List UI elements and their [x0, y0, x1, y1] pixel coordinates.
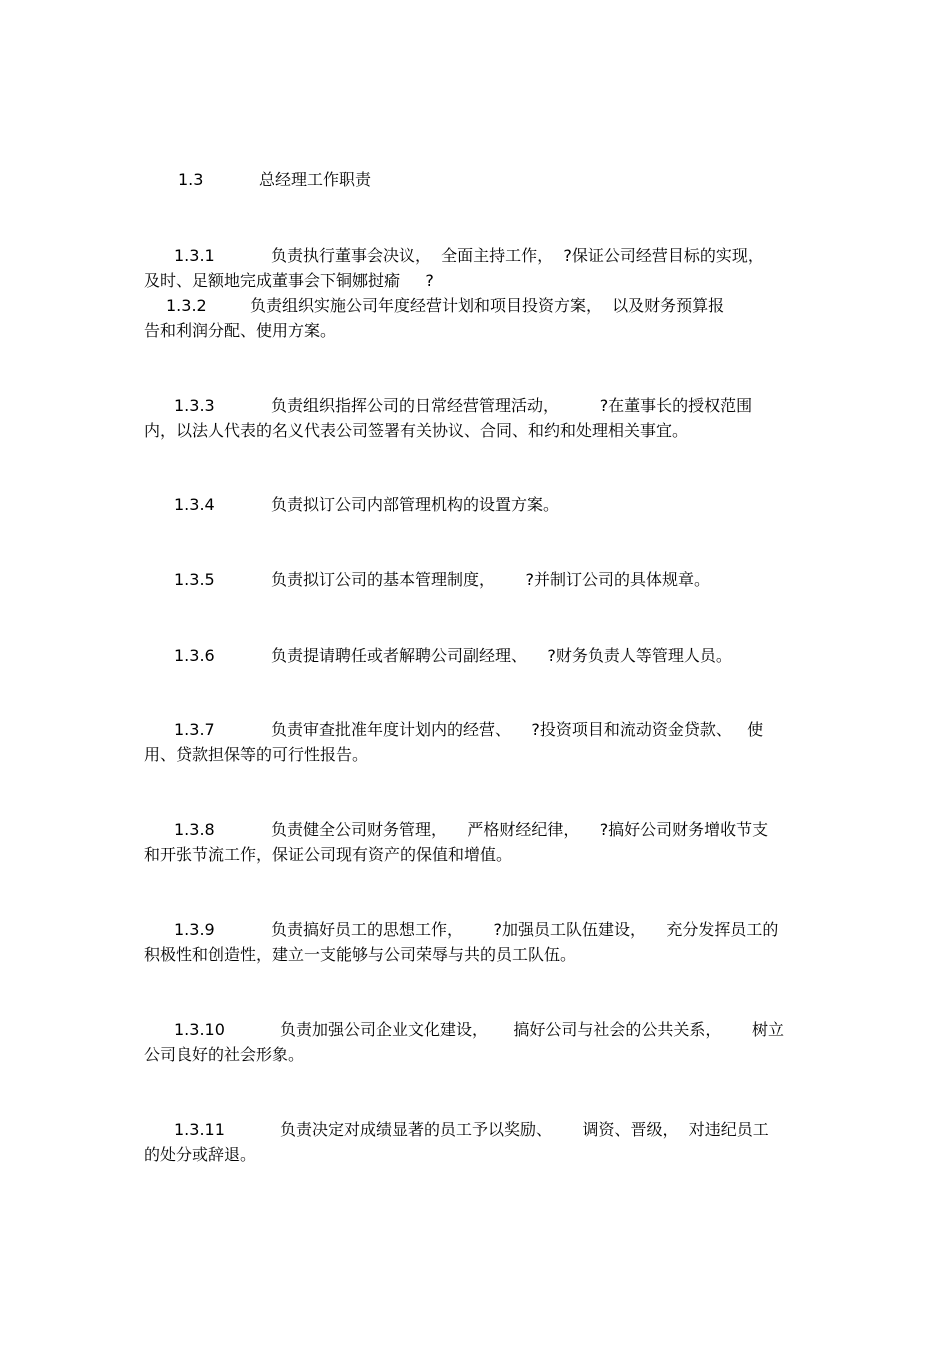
duty-item-3: [144, 393, 824, 443]
duty-number: 1.3.6: [174, 646, 215, 665]
duty-text-line1: 负责组织实施公司年度经营计划和项目投资方案， 以及财务预算报: [250, 296, 725, 315]
duty-text-line2: 告和利润分配、使用方案。: [144, 321, 337, 340]
duty-text-line2: 积极性和创造性，建立一支能够与公司荣辱与共的员工队伍。: [144, 945, 577, 964]
duty-text-line1: 负责搞好员工的思想工作， ?加强员工队伍建设， 充分发挥员工的: [271, 920, 779, 939]
duty-item-9: [144, 917, 824, 967]
duty-item-1: [144, 243, 824, 293]
duty-item-10: [144, 1017, 824, 1067]
duty-number: 1.3.9: [174, 920, 215, 939]
duty-text-line2: 和开张节流工作，保证公司现有资产的保值和增值。: [144, 845, 513, 864]
section-title: 总经理工作职责: [259, 170, 372, 189]
duty-number: 1.3.4: [174, 495, 215, 514]
duty-item-4: [144, 492, 824, 517]
duty-text-line1: 负责健全公司财务管理， 严格财经纪律， ?搞好公司财务增收节支: [271, 820, 769, 839]
duty-text-line1: 负责组织指挥公司的日常经营管理活动， ?在董事长的授权范围: [271, 396, 753, 415]
duty-number: 1.3.11: [174, 1120, 225, 1139]
duty-number: 1.3.7: [174, 720, 215, 739]
duty-text-line1: 负责执行董事会决议， 全面主持工作， ?保证公司经营目标的实现，: [271, 246, 764, 265]
duty-number: 1.3.3: [174, 396, 215, 415]
duty-text-line2: 公司良好的社会形象。: [144, 1045, 305, 1064]
duty-item-7: [144, 717, 824, 767]
duty-number: 1.3.5: [174, 570, 215, 589]
duty-item-8: [144, 817, 824, 867]
duty-text-line2: 的处分或辞退。: [144, 1145, 257, 1164]
duty-text-line1: 负责加强公司企业文化建设， 搞好公司与社会的公共关系， 树立: [280, 1020, 784, 1039]
duty-text-line1: 负责提请聘任或者解聘公司副经理、 ?财务负责人等管理人员。: [271, 646, 732, 665]
duty-text-line1: 负责决定对成绩显著的员工予以奖励、 调资、晋级， 对违纪员工: [280, 1120, 769, 1139]
duty-item-11: [144, 1117, 824, 1167]
duty-text-line2: 及时、足额地完成董事会下铜娜挝瘉 ?: [144, 271, 434, 290]
section-heading: [178, 168, 371, 192]
duty-number: 1.3.2: [166, 296, 207, 315]
duty-text-line2: 用、贷款担保等的可行性报告。: [144, 745, 369, 764]
duty-text-line1: 负责拟订公司的基本管理制度， ?并制订公司的具体规章。: [271, 570, 711, 589]
duty-item-2: [144, 293, 824, 343]
duty-number: 1.3.8: [174, 820, 215, 839]
duty-item-6: [144, 643, 824, 668]
duty-number: 1.3.1: [174, 246, 215, 265]
duty-text-line1: 负责审查批准年度计划内的经营、 ?投资项目和流动资金贷款、 使: [271, 720, 764, 739]
duty-text-line2: 内，以法人代表的名义代表公司签署有关协议、合同、和约和处理相关事宜。: [144, 421, 689, 440]
duty-number: 1.3.10: [174, 1020, 225, 1039]
duty-text-line1: 负责拟订公司内部管理机构的设置方案。: [271, 495, 560, 514]
section-number: 1.3: [178, 170, 204, 189]
duty-item-5: [144, 567, 824, 592]
